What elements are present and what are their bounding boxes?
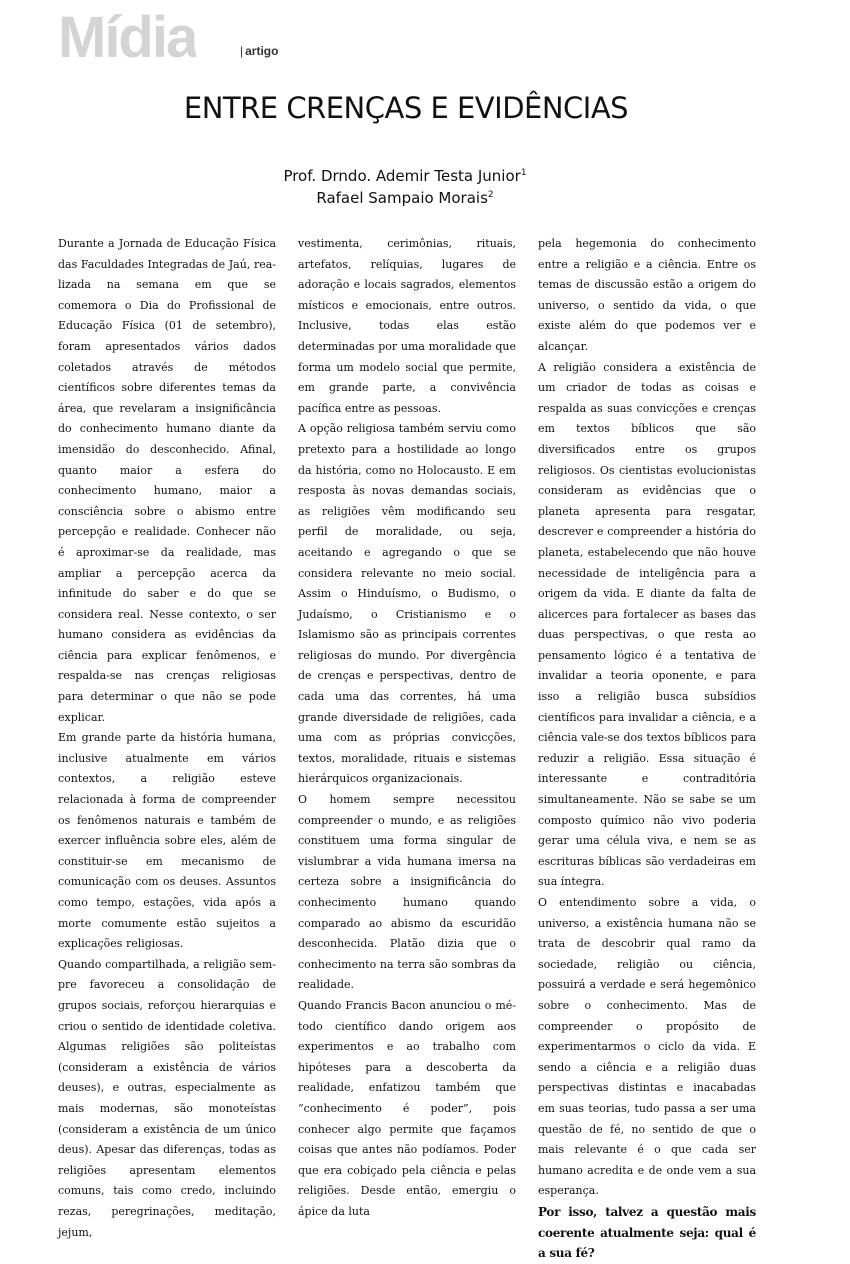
section-label-text: artigo <box>245 44 279 58</box>
body-paragraph: Em grande parte da história humana, inclusive atualmente em vários contextos, a religião esteve relacionada à forma de compreender os fenômenos naturais e também de exercer influência sobre eles, além de constituir-se em mecanismo de comunicação com os deuses. Assuntos como tempo, estações, vida após a morte comumente estão sujeitos a explicações religiosas. <box>58 731 276 951</box>
section-divider: | <box>240 44 244 58</box>
text-column-1 <box>58 234 276 1243</box>
author-block <box>0 164 810 208</box>
body-paragraph: pela hegemonia do conhecimento entre a religião e a ciência. Entre os temas de discussão estão a origem do universo, o sentido da vida, o que existe além do que podemos ver e alcançar. <box>538 237 756 353</box>
body-paragraph: O homem sempre necessitou compreender o mundo, e as religiões constituem uma forma singular de vislumbrar a vida humana imersa na certeza sobre a insignificância do conhecimento humano quando comparado ao abismo da escuridão desconhecida. Platão dizia que o conhecimento na terra são sombras da realidade. <box>298 793 516 992</box>
body-paragraph: A religião considera a existência de um criador de todas as coisas e respalda as suas convicções e crenças em textos bíblicos que são diversificados entre os grupos religiosos. Os cientistas evolucionistas consideram as evidências que o planeta apresenta para resgatar, descrever e compreender a história do planeta, estabelecendo que não houve necessidade de inteligência para a origem da vida. E diante da falta de alicerces para fortalecer as bases das duas perspectivas, o que resta ao pensamento lógico é a tentativa de invalidar a teoria oponente, e para isso a religião busca subsídios científicos para invalidar a ciência, e a ciência vale-se dos textos bíblicos para reduzir a religião. Essa situação é interessante e contraditória simultaneamente. Não se sabe se um composto químico não vivo poderia gerar uma célula viva, e nem se as escrituras bíblicas são verdadeiras em sua íntegra. <box>538 360 756 889</box>
section-label <box>240 44 278 58</box>
text-column-2 <box>298 234 516 1223</box>
body-paragraph: vestimenta, cerimônias, rituais, artefatos, relíquias, lugares de adoração e locais sagrados, elementos místicos e emocionais, entre outros. Inclusive, todas elas estão determinadas por uma moralidade que forma um modelo social que permite, em grande parte, a convivência pacífica entre as pessoas. <box>298 237 516 415</box>
body-paragraph: Quando compartilhada, a religião sempre favoreceu a consolidação de grupos sociais, reforçou hierarquias e criou o sentido de identidade coletiva. Algumas religiões são politeístas (consideram a existência de vários deuses), e outras, especialmente as mais modernas, são monoteístas (consideram a existência de um único deus). Apesar das diferenças, todas as religiões apresentam elementos comuns, tais como credo, incluindo rezas, peregrinações, meditação, jejum, <box>58 957 276 1239</box>
author-name: Prof. Drndo. Ademir Testa Junior <box>283 167 521 185</box>
body-paragraph: O entendimento sobre a vida, o universo, a existência humana não se trata de descobrir qual ramo da sociedade, religião ou ciência, possuirá a verdade e será hegemônico sobre o conhecimento. Mas de compreender o propósito de experimentarmos o ciclo da vida. E sendo a ciência e a religião duas perspectivas distintas e inacabadas em suas teorias, tudo passa a ser uma questão de fé, no sentido de que o mais relevante é o que cada ser humano acredita e de onde vem a sua esperança. <box>538 896 756 1198</box>
author-footnote-mark: 2 <box>487 190 494 200</box>
body-paragraph: Durante a Jornada de Educação Física das Faculdades Integradas de Jaú, realizada na semana em que se comemora o Dia do Profissional de Educação Física (01 de setembro), foram apresentados vários dados coletados através de métodos científicos sobre diferentes temas da área, que revelaram a insignificância do conhecimento humano diante da imensidão do desconhecido. Afinal, quanto maior a esfera do conhecimento humano, maior a consciência sobre o abismo entre percepção e realidade. Conhecer não é aproximar-se da realidade, mas ampliar a percepção acerca da infinitude do saber e do que se considera real. Nesse contexto, o ser humano considera as evidências da ciência para explicar fenômenos, e respalda-se nas crenças religiosas para determinar o que não se pode explicar. <box>58 237 276 724</box>
author-line <box>0 164 810 186</box>
body-paragraph: A opção religiosa também serviu como pretexto para a hostilidade ao longo da história, como no Holocausto. E em resposta às novas demandas sociais, as religiões vêm modificando seu perfil de moralidade, ou seja, aceitando e agregando o que se considera relevante no meio social. Assim o Hinduísmo, o Budismo, o Judaísmo, o Cristianismo e o Islamismo são as principais correntes religiosas do mundo. Por divergência de crenças e perspectivas, dentro de cada uma das correntes, há uma grande diversidade de religiões, cada uma com as próprias convicções, textos, moralidade, rituais e sistemas hierárquicos organizacionais. <box>298 422 516 786</box>
author-name: Rafael Sampaio Morais <box>316 189 488 207</box>
author-line <box>0 186 810 208</box>
text-column-3 <box>538 234 756 1264</box>
closing-question: Por isso, talvez a questão mais coerente atualmente seja: qual é a sua fé? <box>538 1204 756 1261</box>
magazine-logo: Mídia <box>58 14 197 60</box>
article-title: ENTRE CRENÇAS E EVIDÊNCIAS <box>183 91 629 125</box>
author-footnote-mark: 1 <box>520 168 527 178</box>
body-paragraph: Quando Francis Bacon anunciou o método científico dando origem aos experimentos e ao trabalho com hipóteses para a descoberta da realidade, enfatizou também que “conhecimento é poder”, pois conhecer algo permite que façamos coisas que antes não podíamos. Poder que era cobiçado pela ciência e pelas religiões. Desde então, emergiu o ápice da luta <box>298 998 516 1218</box>
